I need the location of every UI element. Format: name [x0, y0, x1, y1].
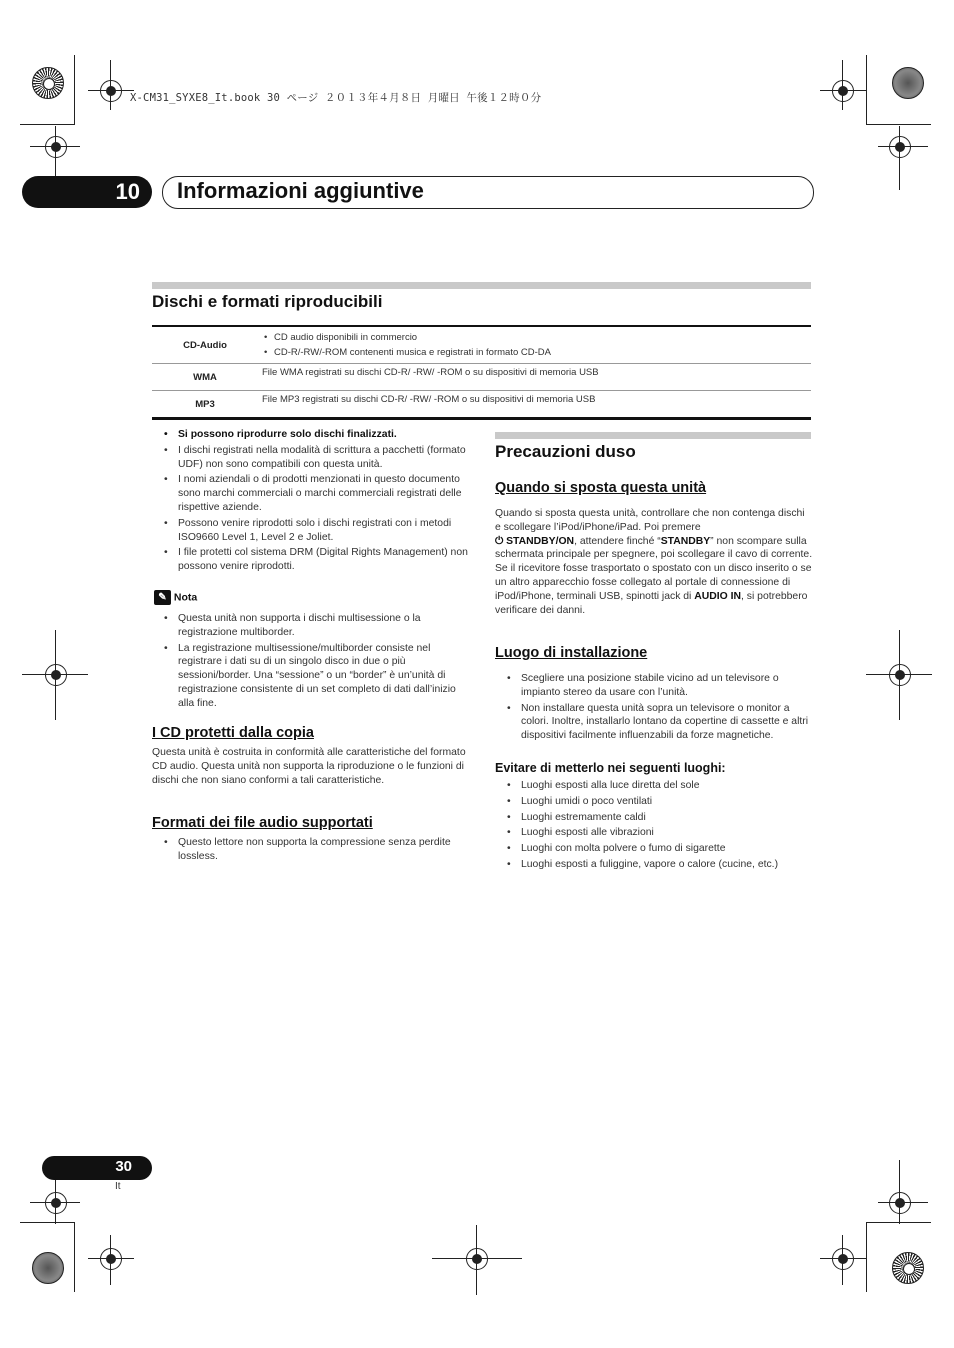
note-pencil-icon: ✎ — [154, 590, 171, 605]
evitare-title: Evitare di metterlo nei seguenti luoghi: — [495, 761, 726, 775]
registration-mark — [889, 1192, 911, 1214]
crop-greyburst-top-right — [892, 67, 924, 99]
format-key: CD-Audio — [183, 339, 227, 351]
registration-mark — [100, 1248, 122, 1270]
crop-line — [432, 1258, 522, 1259]
subsection-title-formati-audio: Formati dei file audio supportati — [152, 815, 373, 831]
list-item: • Luoghi esposti alla luce diretta del sole — [495, 779, 813, 793]
list-item: • Possono venire riprodotti solo i dischi registrati con i metodi ISO9660 Level 1, Level 2 e Joliet. — [152, 517, 470, 545]
list-item: • Luoghi con molta polvere o fumo di sigarette — [495, 842, 813, 856]
list-item: • I file protetti col sistema DRM (Digital Rights Management) non possono venire riprodotti. — [152, 546, 470, 574]
crop-line — [820, 90, 866, 91]
crop-line — [88, 90, 134, 91]
crop-line — [74, 1222, 75, 1292]
crop-greyburst-bottom-left — [32, 1252, 64, 1284]
text-span: ” non scompare sulla schermata principale per spegnere, poi scollegare il cavo di corrente. Se il ricevitore fosse trasportato o spostato con un disco inserito o se un altro apparecchio fosse collegato al portale di connessione di iPod/iPhone, terminali USB, spinotti jack di — [495, 535, 813, 602]
section-divider — [152, 282, 811, 289]
crop-line — [476, 1225, 477, 1295]
list-item: • CD-R/-RW/-ROM contenenti musica e registrati in formato CD-DA — [262, 345, 811, 360]
table-row — [152, 364, 811, 391]
format-value — [258, 327, 811, 363]
format-value: File MP3 registrati su dischi CD-R/ -RW/ -ROM o su dispositivi di memoria USB — [262, 394, 596, 405]
section-title-dischi: Dischi e formati riproducibili — [152, 292, 383, 311]
crop-line — [899, 1160, 900, 1224]
crop-line — [55, 630, 56, 720]
list-item: • Scegliere una posizione stabile vicino ad un televisore o impianto stereo da usare con l’unità. — [495, 672, 813, 700]
list-item: • I nomi aziendali o di prodotti menzionati in questo documento sono marchi commerciali o marchi commerciali registrati delle rispettive aziende. — [152, 473, 470, 514]
chapter-number: 10 — [115, 179, 140, 204]
paragraph: Questa unità è costruita in conformità alle caratteristiche del formato CD audio. Questa unità non supporta la riproduzione o le funzioni di dischi che non siano conformi a tali caratteristiche. — [152, 747, 466, 786]
registration-mark — [466, 1248, 488, 1270]
left-column — [152, 428, 470, 576]
print-header: X-CM31_SYXE8_It.book 30 ページ ２０１３年４月８日 月曜日 午後１２時０分 — [130, 92, 542, 104]
crop-line — [842, 1235, 843, 1285]
formati-audio-text — [152, 836, 470, 866]
format-value: File WMA registrati su dischi CD-R/ -RW/ -ROM o su dispositivi di memoria USB — [262, 367, 599, 378]
formats-table — [152, 325, 811, 420]
list-item: • Luoghi estremamente caldi — [495, 811, 813, 825]
page-number-tab — [42, 1156, 152, 1180]
crop-line — [899, 126, 900, 190]
chapter-title: Informazioni aggiuntive — [177, 178, 424, 203]
crop-line — [878, 1202, 928, 1203]
crop-line — [88, 1258, 134, 1259]
list-item: • La registrazione multisessione/multiborder consiste nel registrare i dati su di un singolo disco in due o più sessioni/border. Una “sessione” o un “border” è un’unità di registrazione consistente di un set completo di dati dall’inizio alla fine. — [152, 642, 470, 711]
list-item: • Si possono riprodurre solo dischi finalizzati. — [152, 428, 470, 442]
disc-notes-list — [152, 428, 470, 574]
audio-in-key: AUDIO IN — [694, 590, 742, 602]
crop-line — [110, 1235, 111, 1285]
list-item: • Luoghi umidi o poco ventilati — [495, 795, 813, 809]
standby-key: STANDBY — [660, 535, 711, 547]
list-item: • Luoghi esposti alle vibrazioni — [495, 826, 813, 840]
crop-line — [899, 630, 900, 720]
subsection-title-quando: Quando si sposta questa unità — [495, 480, 707, 496]
list-item: • I dischi registrati nella modalità di scrittura a pacchetti (formato UDF) non sono compatibili con questa unità. — [152, 444, 470, 472]
format-key: MP3 — [195, 398, 215, 410]
luogo-text — [495, 672, 813, 745]
list-item: • Questo lettore non supporta la compressione senza perdite lossless. — [152, 836, 470, 864]
registration-mark — [832, 1248, 854, 1270]
crop-starburst-top-left — [32, 67, 64, 99]
nota-body — [152, 612, 470, 713]
registration-mark — [45, 136, 67, 158]
chapter-number-tab — [22, 176, 152, 208]
crop-line — [866, 55, 867, 125]
table-row — [152, 391, 811, 417]
evitare-list — [495, 779, 813, 874]
quando-text — [495, 507, 813, 617]
crop-line — [878, 146, 928, 147]
power-icon: ⏻ — [495, 535, 504, 547]
standby-on-key: STANDBY/ON — [506, 535, 575, 547]
text-span: , attendere finché “ — [574, 535, 661, 547]
registration-mark — [45, 664, 67, 686]
cd-protetti-text — [152, 746, 470, 787]
format-key: WMA — [193, 371, 217, 383]
language-code: It — [115, 1181, 121, 1192]
registration-mark — [832, 80, 854, 102]
subsection-title-cd-protetti: I CD protetti dalla copia — [152, 725, 314, 741]
page-number: 30 — [115, 1158, 132, 1175]
crop-line — [74, 55, 75, 125]
crop-line — [842, 60, 843, 110]
list-item: • CD audio disponibili in commercio — [262, 330, 811, 345]
list-item: • Questa unità non supporta i dischi multisessione o la registrazione multiborder. — [152, 612, 470, 640]
crop-line — [866, 124, 931, 125]
text-span: , si potrebbero verificare dei danni. — [495, 590, 808, 616]
subsection-title-luogo: Luogo di installazione — [495, 645, 648, 661]
table-row — [152, 327, 811, 364]
registration-mark — [889, 136, 911, 158]
crop-line — [20, 1222, 75, 1223]
chapter-title-box — [162, 176, 814, 209]
nota-header — [154, 590, 197, 605]
crop-line — [20, 124, 75, 125]
crop-line — [110, 60, 111, 110]
text-span: Quando si sposta questa unità, controllare che non contenga dischi e scollegare l’iPod/iPhone/iPad. Poi premere — [495, 508, 805, 533]
list-item: • Non installare questa unità sopra un televisore o monitor a colori. Inoltre, installarlo lontano da copertine di cassette e altri dispositivi facilmente influenzabili da forze magnetiche. — [495, 702, 813, 743]
registration-mark — [889, 664, 911, 686]
crop-line — [866, 1222, 867, 1292]
nota-label: Nota — [173, 591, 198, 604]
crop-line — [820, 1258, 866, 1259]
paragraph — [495, 507, 813, 617]
section-title-precauzioni: Precauzioni duso — [495, 442, 636, 461]
section-divider — [495, 432, 811, 439]
list-item: • Luoghi esposti a fuliggine, vapore o calore (cucine, etc.) — [495, 858, 813, 872]
registration-mark — [100, 80, 122, 102]
crop-starburst-bottom-right — [892, 1252, 924, 1284]
registration-mark — [45, 1192, 67, 1214]
